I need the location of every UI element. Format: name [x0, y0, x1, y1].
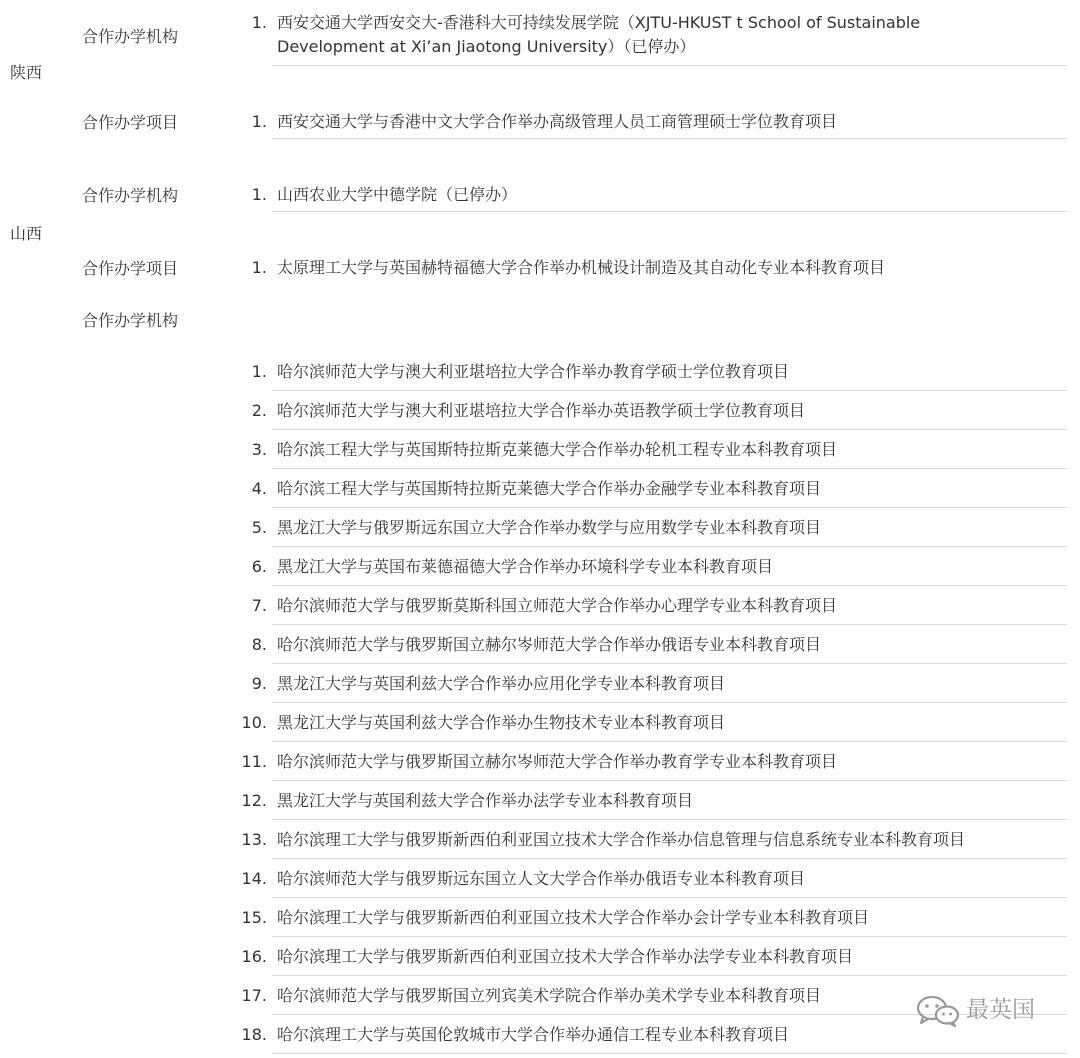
divider	[272, 585, 1067, 586]
item-text: 哈尔滨理工大学与俄罗斯新西伯利亚国立技术大学合作举办法学专业本科教育项目	[277, 947, 854, 966]
item-number: 9.	[251, 674, 267, 693]
item-text: 哈尔滨师范大学与澳大利亚堪培拉大学合作举办英语教学硕士学位教育项目	[277, 401, 806, 420]
item-text: Development at Xi’an Jiaotong University）（已停办）	[277, 37, 696, 56]
item-text: 哈尔滨理工大学与英国伦敦城市大学合作举办通信工程专业本科教育项目	[277, 1025, 790, 1044]
item-text: 哈尔滨师范大学与俄罗斯国立赫尔岑师范大学合作举办俄语专业本科教育项目	[277, 635, 822, 654]
divider	[272, 1053, 1067, 1054]
divider	[272, 975, 1067, 976]
item-text: 黑龙江大学与英国布莱德福德大学合作举办环境科学专业本科教育项目	[277, 557, 774, 576]
item-text: 哈尔滨师范大学与澳大利亚堪培拉大学合作举办教育学硕士学位教育项目	[277, 362, 790, 381]
category-institutions-shaanxi: 合作办学机构	[82, 27, 179, 46]
item-text: 哈尔滨工程大学与英国斯特拉斯克莱德大学合作举办轮机工程专业本科教育项目	[277, 440, 838, 459]
item-number: 7.	[251, 596, 267, 615]
item-text: 西安交通大学西安交大-香港科大可持续发展学院（XJTU-HKUST t School of Sustainable	[277, 13, 921, 32]
item-number: 3.	[251, 440, 267, 459]
divider	[272, 819, 1067, 820]
divider	[272, 507, 1067, 508]
wechat-icon	[916, 994, 962, 1028]
item-number: 12.	[241, 791, 267, 810]
divider	[272, 741, 1067, 742]
divider	[272, 702, 1067, 703]
item-number: 8.	[251, 635, 267, 654]
item-text: 哈尔滨工程大学与英国斯特拉斯克莱德大学合作举办金融学专业本科教育项目	[277, 479, 822, 498]
watermark	[912, 988, 1062, 1032]
item-number: 1.	[251, 362, 267, 381]
divider	[272, 936, 1067, 937]
item-number: 1.	[251, 13, 267, 32]
divider	[272, 624, 1067, 625]
item-number: 2.	[251, 401, 267, 420]
item-number: 16.	[241, 947, 267, 966]
province-shaanxi: 陕西	[10, 63, 43, 82]
item-text: 黑龙江大学与英国利兹大学合作举办生物技术专业本科教育项目	[277, 713, 726, 732]
item-number: 13.	[241, 830, 267, 849]
item-number: 1.	[251, 185, 267, 204]
item-number: 18.	[241, 1025, 267, 1044]
item-number: 5.	[251, 518, 267, 537]
item-text: 西安交通大学与香港中文大学合作举办高级管理人员工商管理硕士学位教育项目	[277, 112, 838, 131]
item-number: 15.	[241, 908, 267, 927]
item-number: 4.	[251, 479, 267, 498]
divider	[272, 780, 1067, 781]
item-number: 1.	[251, 112, 267, 131]
divider	[272, 65, 1067, 66]
divider	[272, 897, 1067, 898]
item-text: 黑龙江大学与俄罗斯远东国立大学合作举办数学与应用数学专业本科教育项目	[277, 518, 822, 537]
divider	[272, 138, 1067, 139]
category-institutions-shanxi: 合作办学机构	[82, 186, 179, 205]
item-number: 10.	[241, 713, 267, 732]
item-number: 14.	[241, 869, 267, 888]
item-text: 黑龙江大学与英国利兹大学合作举办应用化学专业本科教育项目	[277, 674, 726, 693]
item-text: 黑龙江大学与英国利兹大学合作举办法学专业本科教育项目	[277, 791, 694, 810]
divider	[272, 211, 1067, 212]
divider	[272, 663, 1067, 664]
divider	[272, 546, 1067, 547]
divider	[272, 858, 1067, 859]
divider	[272, 429, 1067, 430]
item-text: 太原理工大学与英国赫特福德大学合作举办机械设计制造及其自动化专业本科教育项目	[277, 258, 886, 277]
divider	[272, 468, 1067, 469]
item-text: 哈尔滨师范大学与俄罗斯莫斯科国立师范大学合作举办心理学专业本科教育项目	[277, 596, 838, 615]
item-text: 哈尔滨师范大学与俄罗斯国立赫尔岑师范大学合作举办教育学专业本科教育项目	[277, 752, 838, 771]
province-shanxi: 山西	[10, 224, 43, 243]
item-text: 哈尔滨师范大学与俄罗斯国立列宾美术学院合作举办美术学专业本科教育项目	[277, 986, 822, 1005]
item-number: 1.	[251, 258, 267, 277]
item-number: 17.	[241, 986, 267, 1005]
item-text: 哈尔滨理工大学与俄罗斯新西伯利亚国立技术大学合作举办信息管理与信息系统专业本科教育项目	[277, 830, 966, 849]
watermark-text: 最英国	[966, 997, 1035, 1023]
category-projects-shanxi: 合作办学项目	[82, 259, 179, 278]
item-number: 6.	[251, 557, 267, 576]
divider	[272, 390, 1067, 391]
item-text: 哈尔滨理工大学与俄罗斯新西伯利亚国立技术大学合作举办会计学专业本科教育项目	[277, 908, 870, 927]
item-text: 哈尔滨师范大学与俄罗斯远东国立人文大学合作举办俄语专业本科教育项目	[277, 869, 806, 888]
category-institutions-heilongjiang: 合作办学机构	[82, 311, 179, 330]
category-projects-shaanxi: 合作办学项目	[82, 113, 179, 132]
item-number: 11.	[241, 752, 267, 771]
item-text: 山西农业大学中德学院（已停办）	[277, 185, 518, 204]
